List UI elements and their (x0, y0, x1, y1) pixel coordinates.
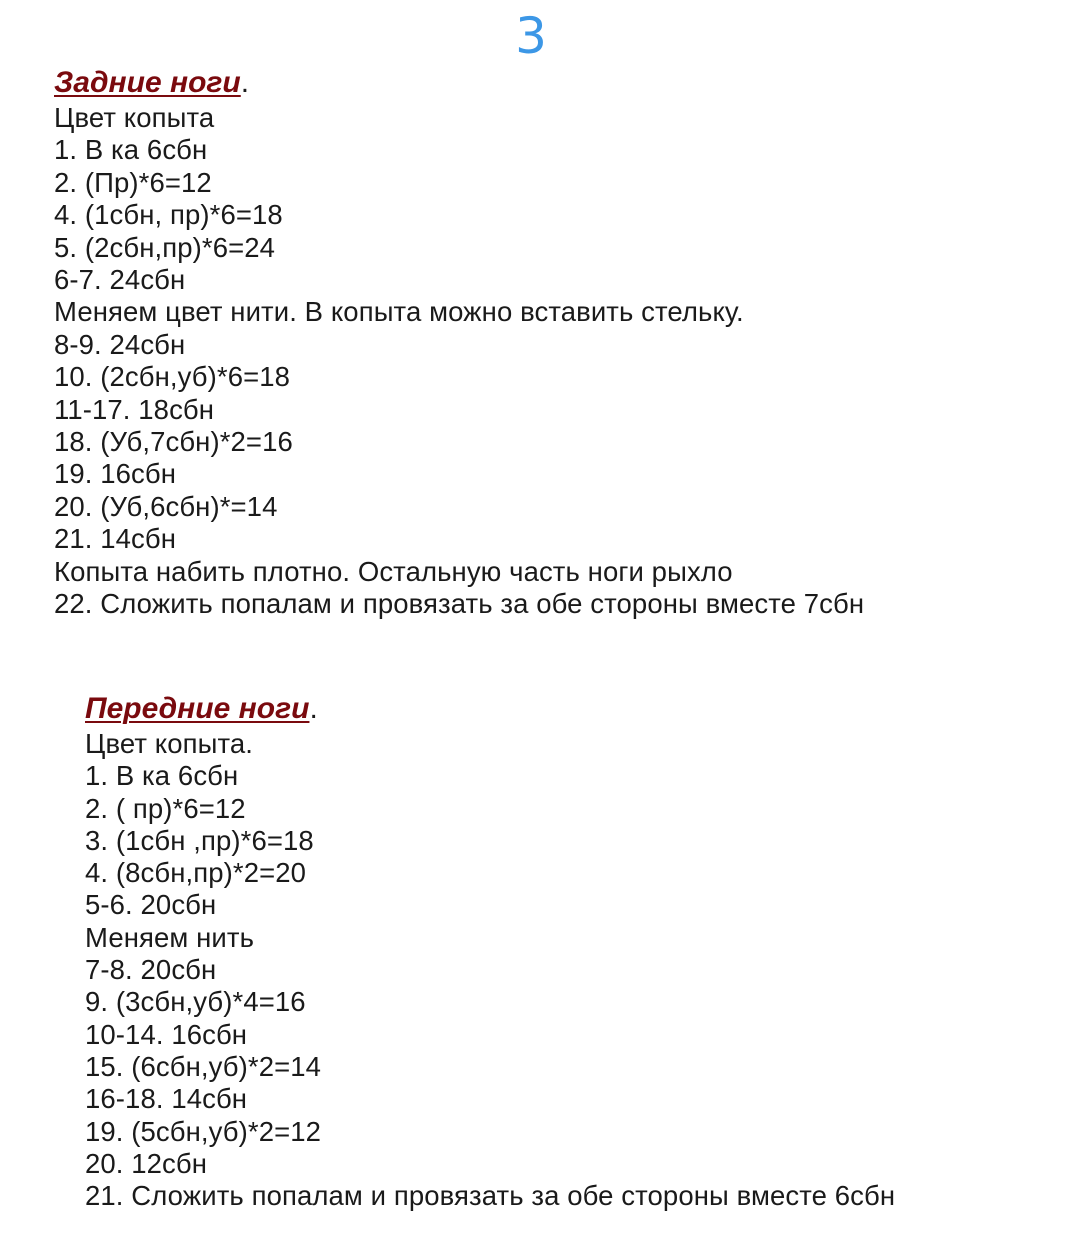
front-legs-section (85, 690, 895, 1212)
instruction-line: 4. (8сбн,пр)*2=20 (85, 857, 307, 889)
instruction-line: 1. В ка 6сбн (85, 760, 239, 792)
front-legs-title: Передние ноги (85, 692, 310, 725)
instruction-line: 21. Сложить попалам и провязать за обе стороны вместе 6сбн (85, 1180, 896, 1212)
instruction-line: 7-8. 20сбн (85, 954, 217, 986)
instruction-line: 18. (Уб,7сбн)*2=16 (54, 426, 293, 458)
page-number: 3 (515, 7, 547, 65)
instruction-line: 21. 14сбн (54, 523, 177, 555)
instruction-line: 3. (1сбн ,пр)*6=18 (85, 824, 314, 856)
instruction-line: 1. В ка 6сбн (54, 134, 208, 166)
back-legs-section (54, 64, 864, 621)
instruction-line: 6-7. 24сбн (54, 264, 186, 296)
instruction-line: 20. (Уб,6сбн)*=14 (54, 490, 278, 522)
instruction-line: 11-17. 18сбн (54, 393, 215, 425)
instruction-line: 2. (Пр)*6=12 (54, 166, 212, 198)
instruction-line: Меняем нить (85, 921, 255, 953)
back-legs-title: Задние ноги (54, 66, 241, 99)
instruction-line: 16-18. 14сбн (85, 1083, 248, 1115)
instruction-line: 19. 16сбн (54, 458, 177, 490)
instruction-line: 5. (2сбн,пр)*6=24 (54, 231, 276, 263)
instruction-line: 2. ( пр)*6=12 (85, 792, 246, 824)
instruction-line: 10. (2сбн,уб)*6=18 (54, 361, 291, 393)
instruction-line: 20. 12сбн (85, 1147, 208, 1179)
instruction-line: Цвет копыта. (85, 728, 253, 759)
front-legs-heading (85, 690, 895, 728)
instruction-line: Цвет копыта (54, 102, 215, 133)
instruction-line: Копыта набить плотно. Остальную часть ноги рыхло (54, 555, 733, 587)
instruction-line: 15. (6сбн,уб)*2=14 (85, 1050, 322, 1082)
instruction-line: 5-6. 20сбн (85, 889, 217, 921)
instruction-line: 22. Сложить попалам и провязать за обе стороны вместе 7сбн (54, 588, 865, 620)
instruction-line: 10-14. 16сбн (85, 1018, 248, 1050)
instruction-line: Меняем цвет нити. В копыта можно вставить стельку. (54, 296, 744, 328)
instruction-line: 19. (5сбн,уб)*2=12 (85, 1115, 322, 1147)
back-legs-title-dot: . (240, 66, 250, 99)
back-legs-heading (54, 64, 864, 102)
instruction-line: 4. (1сбн, пр)*6=18 (54, 199, 283, 231)
instruction-line: 9. (3сбн,уб)*4=16 (85, 986, 306, 1018)
front-legs-title-dot: . (309, 692, 318, 725)
instruction-line: 8-9. 24сбн (54, 328, 186, 360)
